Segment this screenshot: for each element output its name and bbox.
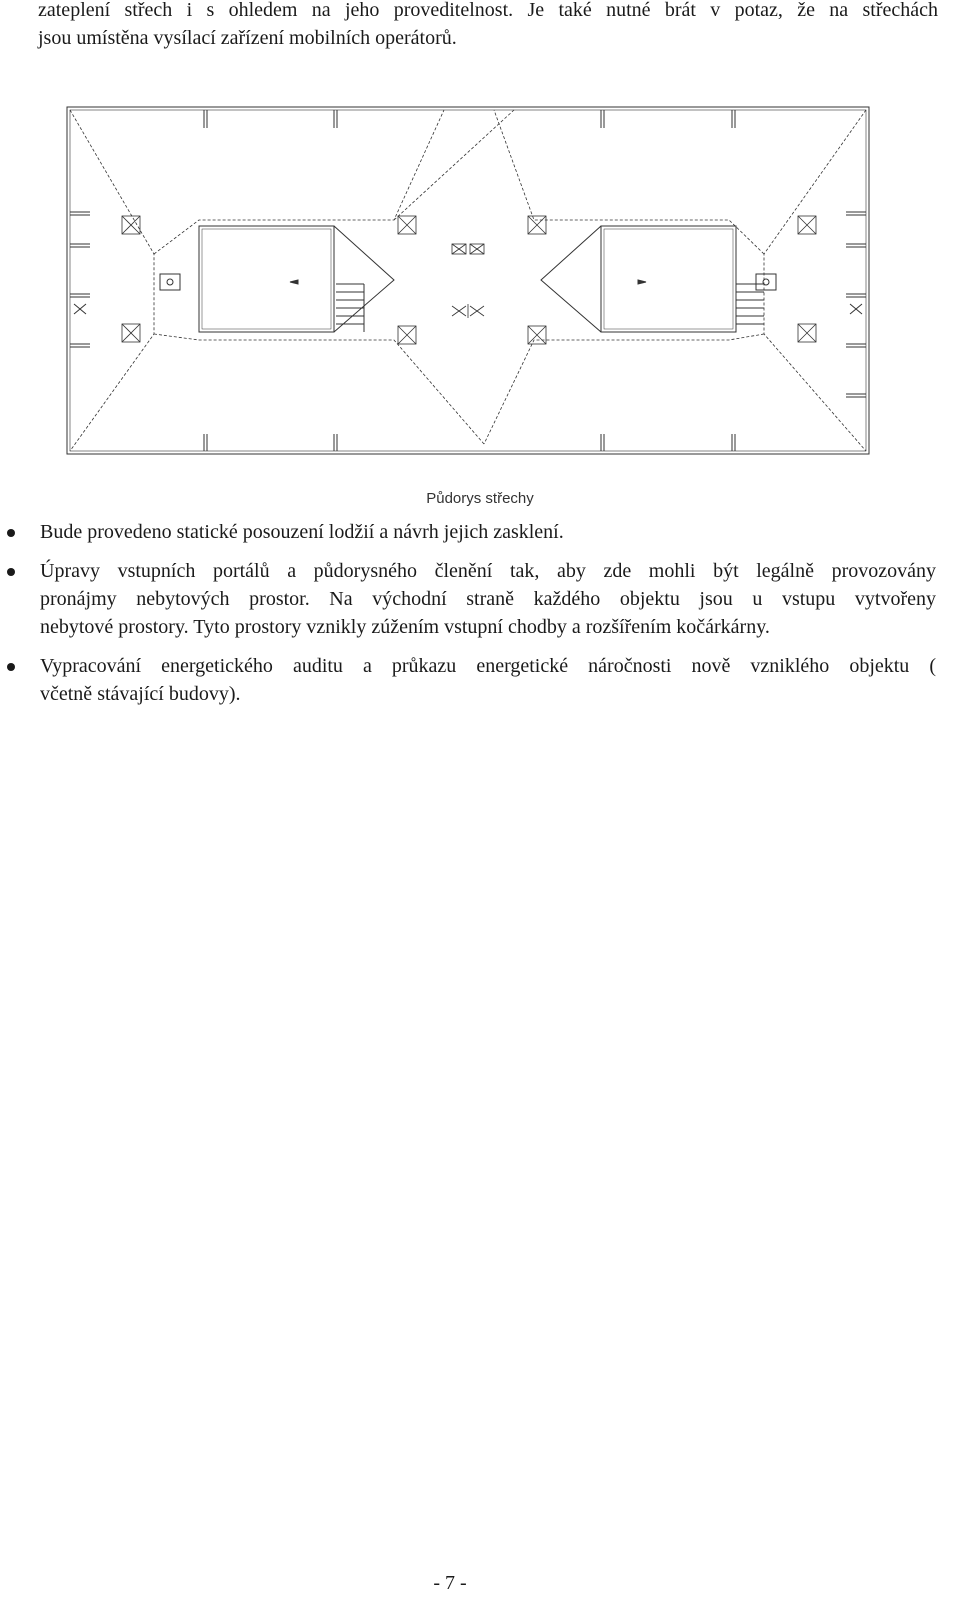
east-roof-block — [601, 226, 736, 332]
bullet-line: pronájmy nebytových prostor. Na východní straně každého objektu jsou u vstupu vytvořeny — [40, 588, 936, 610]
east-arrow — [638, 280, 646, 284]
west-hatch — [160, 274, 180, 290]
roof-plan-drawing — [64, 104, 876, 458]
east-hatch — [756, 274, 776, 290]
bullet-dot — [7, 568, 15, 576]
west-stair — [336, 284, 364, 332]
intro-line-2: jsou umístěna vysílací zařízení mobilních operátorů. — [38, 27, 457, 49]
bullet-item-3 — [0, 652, 936, 708]
edge-ticks — [70, 110, 866, 451]
roof-outline — [67, 107, 869, 454]
roof-vents — [122, 216, 816, 344]
bullet-dot — [7, 663, 15, 671]
bullet-line: Úpravy vstupních portálů a půdorysného členění tak, aby zde mohli být legálně provozovány — [40, 560, 936, 582]
bullet-line: Vypracování energetického auditu a průkazu energetické náročnosti nově vzniklého objektu ( — [40, 655, 936, 677]
west-arrow — [290, 280, 298, 284]
intro-paragraph — [38, 0, 938, 52]
bullet-line: včetně stávající budovy). — [40, 683, 241, 705]
bullet-item-2 — [0, 557, 936, 641]
bullet-line: Bude provedeno statické posouzení lodžií a návrh jejich zasklení. — [40, 521, 564, 543]
east-stair — [736, 284, 764, 332]
bullet-list — [0, 518, 960, 719]
ridge-lines — [70, 110, 866, 451]
bullet-line: nebytové prostory. Tyto prostory vznikly zúžením vstupní chodby a rozšířením kočárkárny. — [40, 616, 770, 638]
west-roof-block — [199, 226, 334, 332]
bullet-dot — [7, 529, 15, 537]
figure-caption: Půdorys střechy — [426, 490, 534, 507]
bullet-item-1 — [0, 518, 936, 546]
page-number: - 7 - — [433, 1572, 467, 1594]
intro-line-1: zateplení střech i s ohledem na jeho proveditelnost. Je také nutné brát v potaz, že na střechách — [38, 0, 938, 21]
